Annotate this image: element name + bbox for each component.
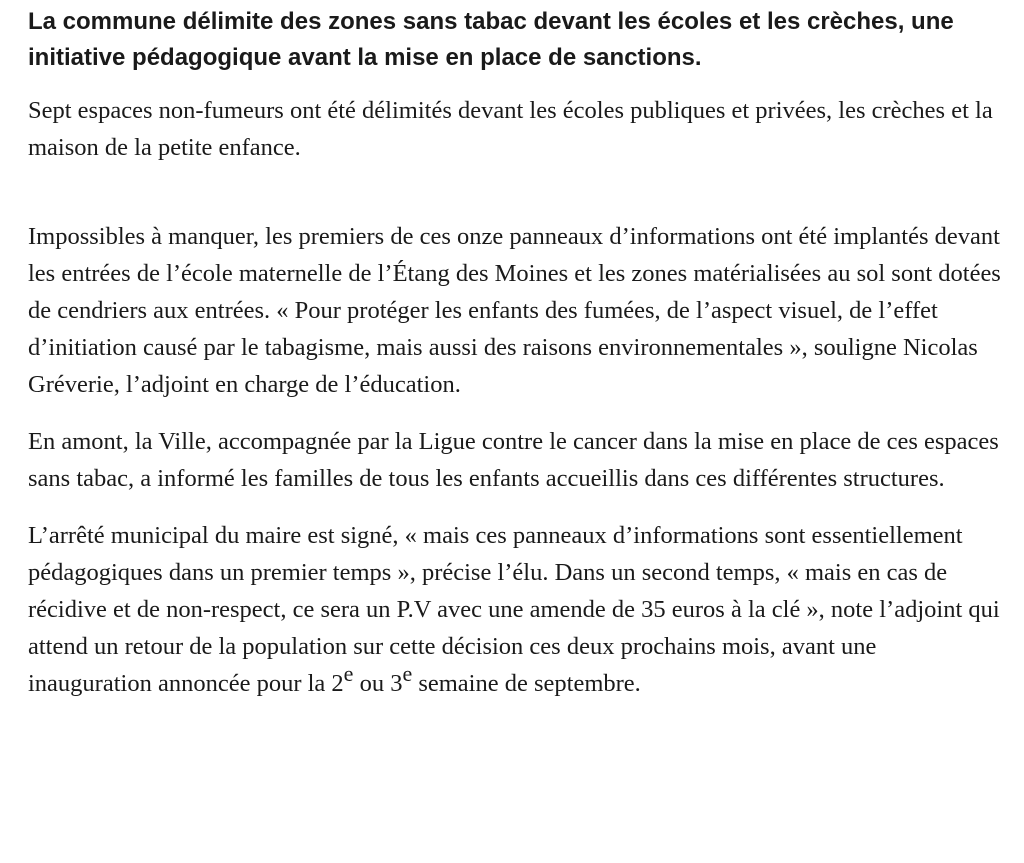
article-paragraph-4 bbox=[28, 517, 1003, 702]
ordinal-third-suffix: e bbox=[402, 661, 413, 686]
article-paragraph-2: Impossibles à manquer, les premiers de ces onze panneaux d’informations ont été implantés devant les entrées de l’école maternelle de l’Étang des Moines et les zones matérialisées au sol sont dotées de cendriers aux entrées. « Pour protéger les enfants des fumées, de l’aspect visuel, de l’effet d’initiation causé par le tabagisme, mais aussi des raisons environnementales », souligne Nicolas Gréverie, l’adjoint en charge de l’éducation. bbox=[28, 223, 1001, 398]
ordinal-third: 3 bbox=[390, 670, 403, 697]
paragraph-4-text: L’arrêté municipal du maire est signé, « mais ces panneaux d’informations sont essentiellement pédagogiques dans un premier temps », précise l’élu. Dans un second temps, « mais en cas de récidive et de non-respect, ce sera un P.V avec une amende de 35 euros à la clé », note l’adjoint qui attend un retour de la population sur cette décision ces deux prochains mois, avant une inauguration annoncée pour la bbox=[28, 522, 1000, 697]
ordinal-second: 2 bbox=[331, 670, 344, 697]
paragraph-4-ending: semaine de septembre. bbox=[412, 670, 641, 697]
article-body bbox=[28, 4, 1003, 702]
ordinal-second-suffix: e bbox=[343, 661, 354, 686]
article-paragraph-1: Sept espaces non-fumeurs ont été délimités devant les écoles publiques et privées, les crèches et la maison de la petite enfance. bbox=[28, 97, 993, 161]
article-lead: La commune délimite des zones sans tabac devant les écoles et les crèches, une initiative pédagogique avant la mise en place de sanctions. bbox=[28, 8, 954, 71]
article-paragraph-3: En amont, la Ville, accompagnée par la Ligue contre le cancer dans la mise en place de ces espaces sans tabac, a informé les familles de tous les enfants accueillis dans ces différentes structures. bbox=[28, 428, 999, 492]
ordinal-connector: ou bbox=[353, 670, 391, 697]
